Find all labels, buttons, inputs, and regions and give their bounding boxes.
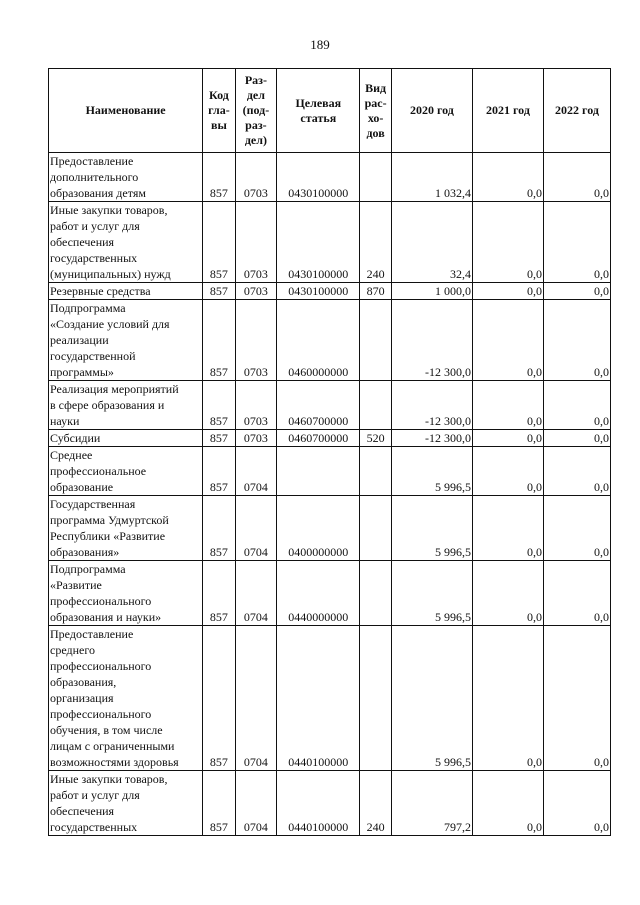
cell-2022: 0,0 bbox=[543, 496, 610, 561]
cell-target-article: 0440100000 bbox=[277, 771, 360, 836]
cell-target-article: 0430100000 bbox=[277, 153, 360, 202]
budget-table bbox=[48, 68, 611, 836]
header-target-article bbox=[277, 69, 360, 153]
cell-2021: 0,0 bbox=[472, 561, 543, 626]
cell-name: Среднее профессиональное образование bbox=[49, 447, 203, 496]
table-row bbox=[49, 153, 611, 202]
cell-2020: 5 996,5 bbox=[391, 496, 472, 561]
cell-2021: 0,0 bbox=[472, 447, 543, 496]
header-name-text: Наименование bbox=[85, 103, 166, 117]
cell-expense-type: 520 bbox=[360, 430, 391, 447]
table-row bbox=[49, 202, 611, 283]
cell-section: 0704 bbox=[235, 626, 277, 771]
cell-expense-type: 240 bbox=[360, 202, 391, 283]
cell-expense-type bbox=[360, 153, 391, 202]
table-row bbox=[49, 771, 611, 836]
cell-target-article: 0460000000 bbox=[277, 300, 360, 381]
cell-2022: 0,0 bbox=[543, 626, 610, 771]
cell-2021: 0,0 bbox=[472, 496, 543, 561]
cell-name: Подпрограмма «Развитие профессионального образования и науки» bbox=[49, 561, 203, 626]
cell-chapter-code: 857 bbox=[203, 283, 235, 300]
cell-section: 0703 bbox=[235, 430, 277, 447]
header-year-2020 bbox=[391, 69, 472, 153]
header-expense-type-text: Вид рас- хо- дов bbox=[364, 80, 387, 140]
cell-name: Иные закупки товаров, работ и услуг для обеспечения государственных (муниципальных) нужд bbox=[49, 202, 203, 283]
cell-section: 0704 bbox=[235, 447, 277, 496]
cell-target-article: 0440100000 bbox=[277, 626, 360, 771]
cell-2020: 5 996,5 bbox=[391, 447, 472, 496]
cell-2020: -12 300,0 bbox=[391, 430, 472, 447]
cell-chapter-code: 857 bbox=[203, 496, 235, 561]
cell-name: Реализация мероприятий в сфере образования и науки bbox=[49, 381, 203, 430]
cell-2022: 0,0 bbox=[543, 447, 610, 496]
cell-name: Подпрограмма «Создание условий для реализации государственной программы» bbox=[49, 300, 203, 381]
header-year-2022 bbox=[543, 69, 610, 153]
table-row bbox=[49, 447, 611, 496]
cell-2020: -12 300,0 bbox=[391, 300, 472, 381]
cell-expense-type bbox=[360, 447, 391, 496]
cell-2021: 0,0 bbox=[472, 771, 543, 836]
cell-2021: 0,0 bbox=[472, 626, 543, 771]
cell-2021: 0,0 bbox=[472, 430, 543, 447]
cell-name: Предоставление дополнительного образования детям bbox=[49, 153, 203, 202]
cell-2021: 0,0 bbox=[472, 153, 543, 202]
cell-2020: 1 000,0 bbox=[391, 283, 472, 300]
cell-2022: 0,0 bbox=[543, 561, 610, 626]
cell-target-article: 0400000000 bbox=[277, 496, 360, 561]
cell-section: 0704 bbox=[235, 496, 277, 561]
cell-2021: 0,0 bbox=[472, 300, 543, 381]
table-row bbox=[49, 283, 611, 300]
cell-2022: 0,0 bbox=[543, 300, 610, 381]
header-section bbox=[235, 69, 277, 153]
page-number: 189 bbox=[310, 37, 330, 52]
header-expense-type bbox=[360, 69, 391, 153]
cell-chapter-code: 857 bbox=[203, 153, 235, 202]
cell-2020: -12 300,0 bbox=[391, 381, 472, 430]
cell-expense-type bbox=[360, 496, 391, 561]
header-year-2021-text: 2021 год bbox=[486, 103, 530, 117]
header-year-2021 bbox=[472, 69, 543, 153]
header-chapter-code-text: Код гла- вы bbox=[208, 88, 230, 132]
cell-target-article: 0430100000 bbox=[277, 283, 360, 300]
cell-name: Резервные средства bbox=[49, 283, 203, 300]
cell-2021: 0,0 bbox=[472, 202, 543, 283]
table-row bbox=[49, 300, 611, 381]
cell-section: 0704 bbox=[235, 561, 277, 626]
cell-name: Субсидии bbox=[49, 430, 203, 447]
cell-2022: 0,0 bbox=[543, 771, 610, 836]
cell-chapter-code: 857 bbox=[203, 300, 235, 381]
cell-name: Государственная программа Удмуртской Республики «Развитие образования» bbox=[49, 496, 203, 561]
cell-2020: 797,2 bbox=[391, 771, 472, 836]
header-target-article-text: Целевая статья bbox=[295, 95, 342, 125]
table-row bbox=[49, 381, 611, 430]
cell-section: 0703 bbox=[235, 381, 277, 430]
cell-name: Предоставление среднего профессионального образования, организация профессионального обучения, в том числе лицам с ограниченными возможностями здоровья bbox=[49, 626, 203, 771]
cell-2020: 5 996,5 bbox=[391, 626, 472, 771]
cell-2020: 5 996,5 bbox=[391, 561, 472, 626]
cell-2022: 0,0 bbox=[543, 153, 610, 202]
cell-expense-type bbox=[360, 300, 391, 381]
cell-target-article: 0460700000 bbox=[277, 430, 360, 447]
cell-expense-type bbox=[360, 626, 391, 771]
cell-expense-type bbox=[360, 381, 391, 430]
cell-2020: 1 032,4 bbox=[391, 153, 472, 202]
cell-expense-type: 240 bbox=[360, 771, 391, 836]
header-name bbox=[49, 69, 203, 153]
header-year-2020-text: 2020 год bbox=[409, 103, 454, 117]
cell-2022: 0,0 bbox=[543, 283, 610, 300]
cell-2022: 0,0 bbox=[543, 430, 610, 447]
cell-name: Иные закупки товаров, работ и услуг для обеспечения государственных bbox=[49, 771, 203, 836]
header-section-text: Раз- дел (под- раз- дел) bbox=[242, 73, 270, 147]
cell-chapter-code: 857 bbox=[203, 447, 235, 496]
cell-2021: 0,0 bbox=[472, 283, 543, 300]
cell-2022: 0,0 bbox=[543, 381, 610, 430]
cell-2020: 32,4 bbox=[391, 202, 472, 283]
cell-expense-type: 870 bbox=[360, 283, 391, 300]
table-row bbox=[49, 430, 611, 447]
cell-2021: 0,0 bbox=[472, 381, 543, 430]
cell-target-article bbox=[277, 447, 360, 496]
cell-section: 0704 bbox=[235, 771, 277, 836]
table-row bbox=[49, 626, 611, 771]
cell-2022: 0,0 bbox=[543, 202, 610, 283]
cell-section: 0703 bbox=[235, 202, 277, 283]
cell-section: 0703 bbox=[235, 300, 277, 381]
cell-section: 0703 bbox=[235, 283, 277, 300]
cell-target-article: 0430100000 bbox=[277, 202, 360, 283]
table-header-row bbox=[49, 69, 611, 153]
cell-chapter-code: 857 bbox=[203, 561, 235, 626]
header-year-2022-text: 2022 год bbox=[555, 103, 599, 117]
cell-chapter-code: 857 bbox=[203, 381, 235, 430]
cell-target-article: 0460700000 bbox=[277, 381, 360, 430]
cell-target-article: 0440000000 bbox=[277, 561, 360, 626]
table-row bbox=[49, 561, 611, 626]
cell-section: 0703 bbox=[235, 153, 277, 202]
table-row bbox=[49, 496, 611, 561]
cell-chapter-code: 857 bbox=[203, 771, 235, 836]
cell-chapter-code: 857 bbox=[203, 202, 235, 283]
cell-expense-type bbox=[360, 561, 391, 626]
cell-chapter-code: 857 bbox=[203, 430, 235, 447]
cell-chapter-code: 857 bbox=[203, 626, 235, 771]
header-chapter-code bbox=[203, 69, 235, 153]
